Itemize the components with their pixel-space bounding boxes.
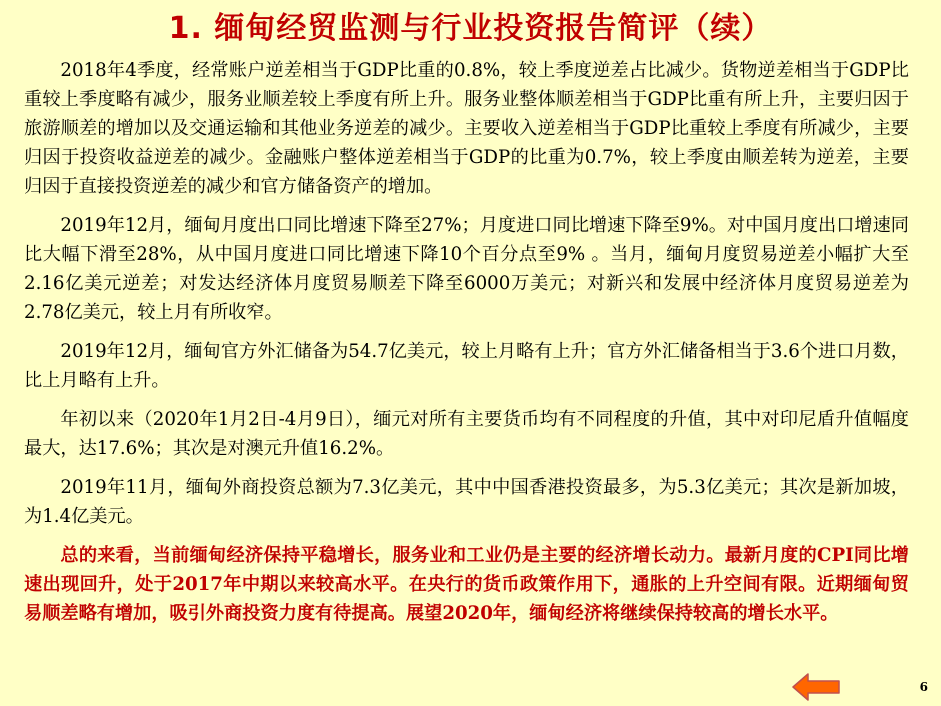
- page-number: 6: [919, 680, 928, 694]
- paragraph-trade: 2019年12月，缅甸月度出口同比增速下降至27%；月度进口同比增速下降至9%。对中国月度出口增速同比大幅下滑至28%，从中国月度进口同比增速下降10个百分点至9% 。当月，缅甸月度贸易逆差小幅扩大至2.16亿美元逆差；对发达经济体月度贸易顺差下降至6000万美元；对新兴和发展中经济体月度贸易逆差为2.78亿美元，较上月有所收窄。: [24, 215, 909, 323]
- paragraph-current-account: 2018年4季度，经常账户逆差相当于GDP比重的0.8%，较上季度逆差占比减少。货物逆差相当于GDP比重较上季度略有减少，服务业顺差较上季度有所上升。服务业整体顺差相当于GDP比重有所上升，主要归因于旅游顺差的增加以及交通运输和其他业务逆差的减少。主要收入逆差相当于GDP比重较上季度有所减少，主要归因于投资收益逆差的减少。金融账户整体逆差相当于GDP的比重为0.7%，较上季度由顺差转为逆差，主要归因于直接投资逆差的减少和官方储备资产的增加。: [24, 60, 909, 197]
- left-arrow-icon: [792, 673, 840, 701]
- paragraph-foreign-investment: 2019年11月，缅甸外商投资总额为7.3亿美元，其中中国香港投资最多，为5.3亿美元；其次是新加坡，为1.4亿美元。: [24, 477, 909, 527]
- back-button[interactable]: [792, 673, 840, 701]
- slide-body: [24, 56, 909, 638]
- slide-title: 1. 缅甸经贸监测与行业投资报告简评（续）: [168, 11, 773, 46]
- paragraph-fx-reserves: 2019年12月，缅甸官方外汇储备为54.7亿美元，较上月略有上升；官方外汇储备相当于3.6个进口月数，比上月略有上升。: [24, 341, 909, 391]
- paragraph-exchange-rate: 年初以来（2020年1月2日-4月9日），缅元对所有主要货币均有不同程度的升值，其中对印尼盾升值幅度最大，达17.6%；其次是对澳元升值16.2%。: [24, 409, 909, 459]
- summary-paragraph: 总的来看，当前缅甸经济保持平稳增长，服务业和工业仍是主要的经济增长动力。最新月度的CPI同比增速出现回升，处于2017年中期以来较高水平。在央行的货币政策作用下，通胀的上升空间有限。近期缅甸贸易顺差略有增加，吸引外商投资力度有待提高。展望2020年，缅甸经济将继续保持较高的增长水平。: [24, 545, 909, 624]
